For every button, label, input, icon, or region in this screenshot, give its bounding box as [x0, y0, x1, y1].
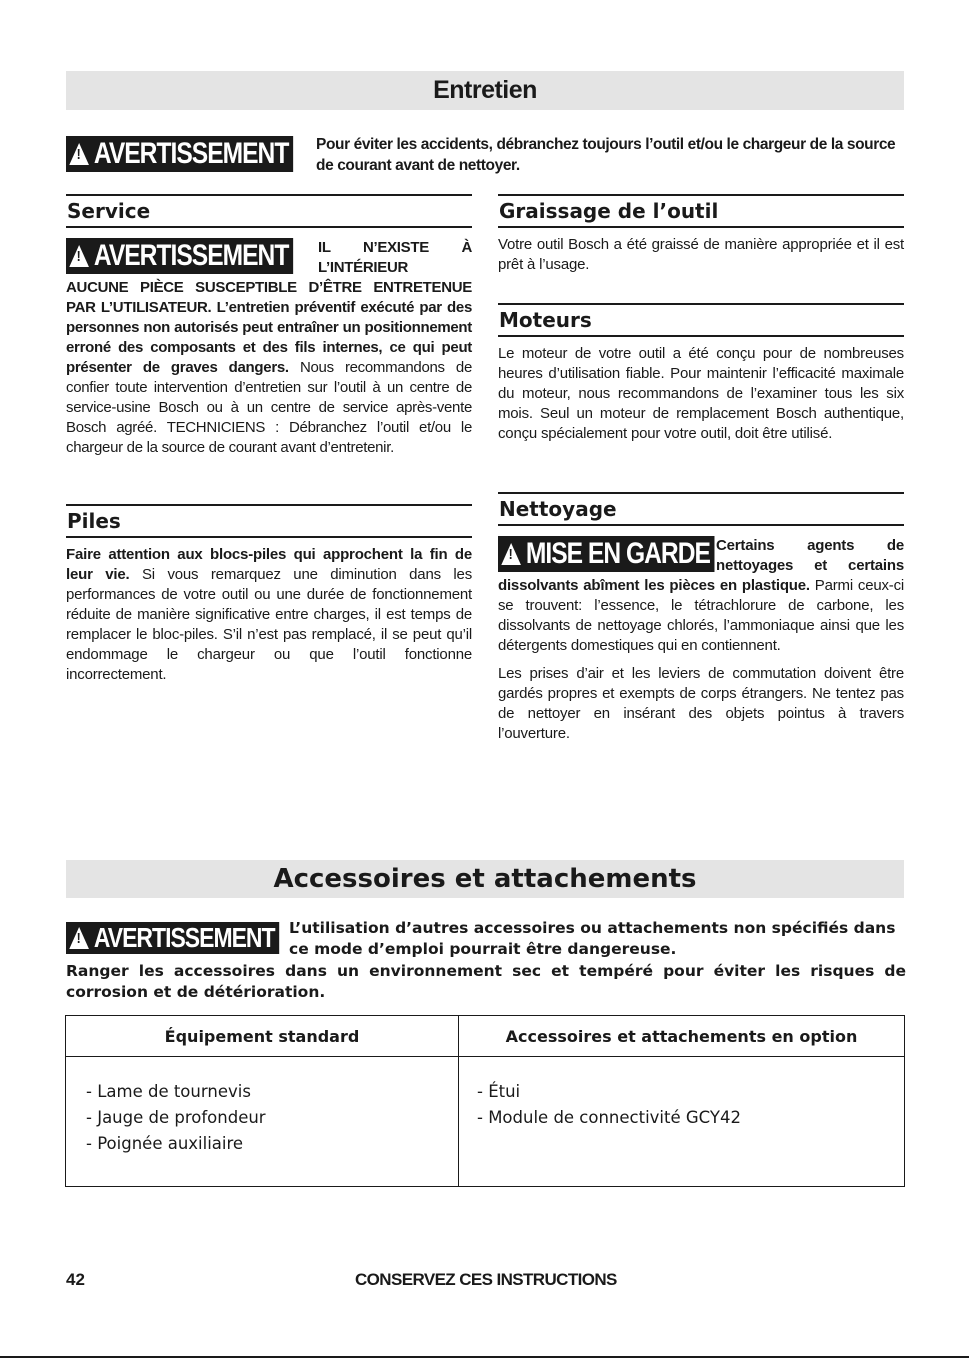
entretien-warning-text: Pour éviter les accidents, débranchez toujours l’outil et/ou le chargeur de la source de courant avant de nettoyer. [316, 136, 896, 174]
warning-triangle-icon [69, 143, 89, 165]
accessoires-warning-text: L’utilisation d’autres accessoires ou attachements non spécifiés dans ce mode d’emploi pourrait être dangereuse. [289, 919, 896, 958]
accessoires-warning-badge [66, 922, 326, 954]
piles-section [66, 504, 472, 685]
footer-text: CONSERVEZ CES INSTRUCTIONS [355, 1270, 617, 1289]
graissage-text: Votre outil Bosch a été graissé de manière appropriée et il est prêt à l’usage. [498, 236, 904, 273]
moteurs-text: Le moteur de votre outil a été conçu pour de nombreuses heures d’utilisation fiable. Pour maintenir l’efficacité maximale du moteur, nous recommandons de l’examiner tous les six mois. Seul un moteur de remplacement Bosch authentique, conçu spécialement pour votre outil, doit être utilisé. [498, 345, 904, 442]
nettoyage-text-2: Les prises d’air et les leviers de commutation doivent être gardés propres et exempts de corps étrangers. Ne tentez pas de nettoyer en insérant des objets pointus à travers l’ouverture. [498, 665, 904, 742]
moteurs-heading: Moteurs [498, 303, 904, 337]
list-item: - Étui [477, 1082, 521, 1101]
caution-label: MISE EN GARDE [525, 537, 710, 570]
nettoyage-caution-badge [498, 536, 716, 572]
accessoires-storage-text: Ranger les accessoires dans un environnement sec et tempéré pour éviter les risques de corrosion et de détérioration. [66, 962, 906, 1001]
col-header-optional: Accessoires et attachements en option [459, 1016, 905, 1057]
accessories-table [65, 1015, 905, 1187]
standard-items-cell [66, 1057, 459, 1187]
warning-badge [66, 136, 343, 172]
nettoyage-section [498, 492, 904, 744]
graissage-heading: Graissage de l’outil [498, 194, 904, 228]
list-item: - Lame de tournevis [86, 1082, 251, 1101]
section-title-entretien: Entretien [66, 71, 904, 110]
service-body-text: Nous recommandons de confier toute intervention d’entretien sur l’outil à un centre de service-usine Bosch ou à un centre de service après-vente Bosch agréé. TECHNICIENS : Débranchez l’outil et/ou le chargeur de la source de courant avant d’entretenir. [66, 359, 472, 456]
moteurs-section [498, 303, 904, 444]
col-header-standard: Équipement standard [66, 1016, 459, 1057]
service-bold-text: IL N’EXISTE À L’INTÉRIEUR AUCUNE PIÈCE SUSCEPTIBLE D’ÊTRE ENTRETENUE PAR L’UTILISATEUR. L’entretien préventif exécuté par des personnes non autorisés peut entraîner un positionnement erroné des composants et des fils internes, ce qui peut présenter de graves dangers. Nous recommandons de confier toute intervention d’entretien sur l’outil à un centre de service-usine Bosch ou à un centre de service après-vente Bosch agréé. TECHNICIENS : Débranchez l’outil et/ou le chargeur de la source de courant avant d’entretenir. [66, 239, 472, 456]
warning-label: AVERTISSEMENT [93, 239, 289, 272]
warning-triangle-icon [69, 927, 89, 949]
warning-label: AVERTISSEMENT [93, 137, 289, 170]
graissage-section [498, 194, 904, 275]
list-item: - Poignée auxiliaire [86, 1134, 244, 1153]
optional-items-cell [459, 1057, 905, 1187]
piles-heading: Piles [66, 504, 472, 538]
section-title-accessoires: Accessoires et attachements [66, 860, 904, 898]
page-number: 42 [66, 1270, 85, 1289]
nettoyage-text: Certains agents de nettoyages et certains dissolvants abîment les pièces en plastique. Parmi ceux-ci se trouvent: l’essence, le tétrachlorure de carbone, les dissolvants de nettoyage chlorés, l’ammoniaque ainsi que les détergents domestiques qui en contiennent. [498, 537, 905, 654]
warning-triangle-icon [69, 245, 89, 267]
nettoyage-heading: Nettoyage [498, 492, 904, 526]
caution-triangle-icon [501, 543, 521, 565]
service-section [66, 194, 472, 458]
service-warning-badge [66, 238, 318, 274]
list-item: - Jauge de profondeur [86, 1108, 266, 1127]
piles-text: Faire attention aux blocs-piles qui approchent la fin de leur vie. Si vous remarquez une diminution dans les performances de votre outil ou une durée de fonctionnement réduite de manière significative entre charges, il est temps de remplacer le bloc-piles. S’il n’est pas remplacé, il se peut qu’il endommage le chargeur ou que l’outil fonctionne incorrectement. [66, 546, 472, 683]
warning-label: AVERTISSEMENT [93, 922, 275, 953]
list-item: - Module de connectivité GCY42 [477, 1108, 741, 1127]
service-heading: Service [66, 194, 472, 228]
